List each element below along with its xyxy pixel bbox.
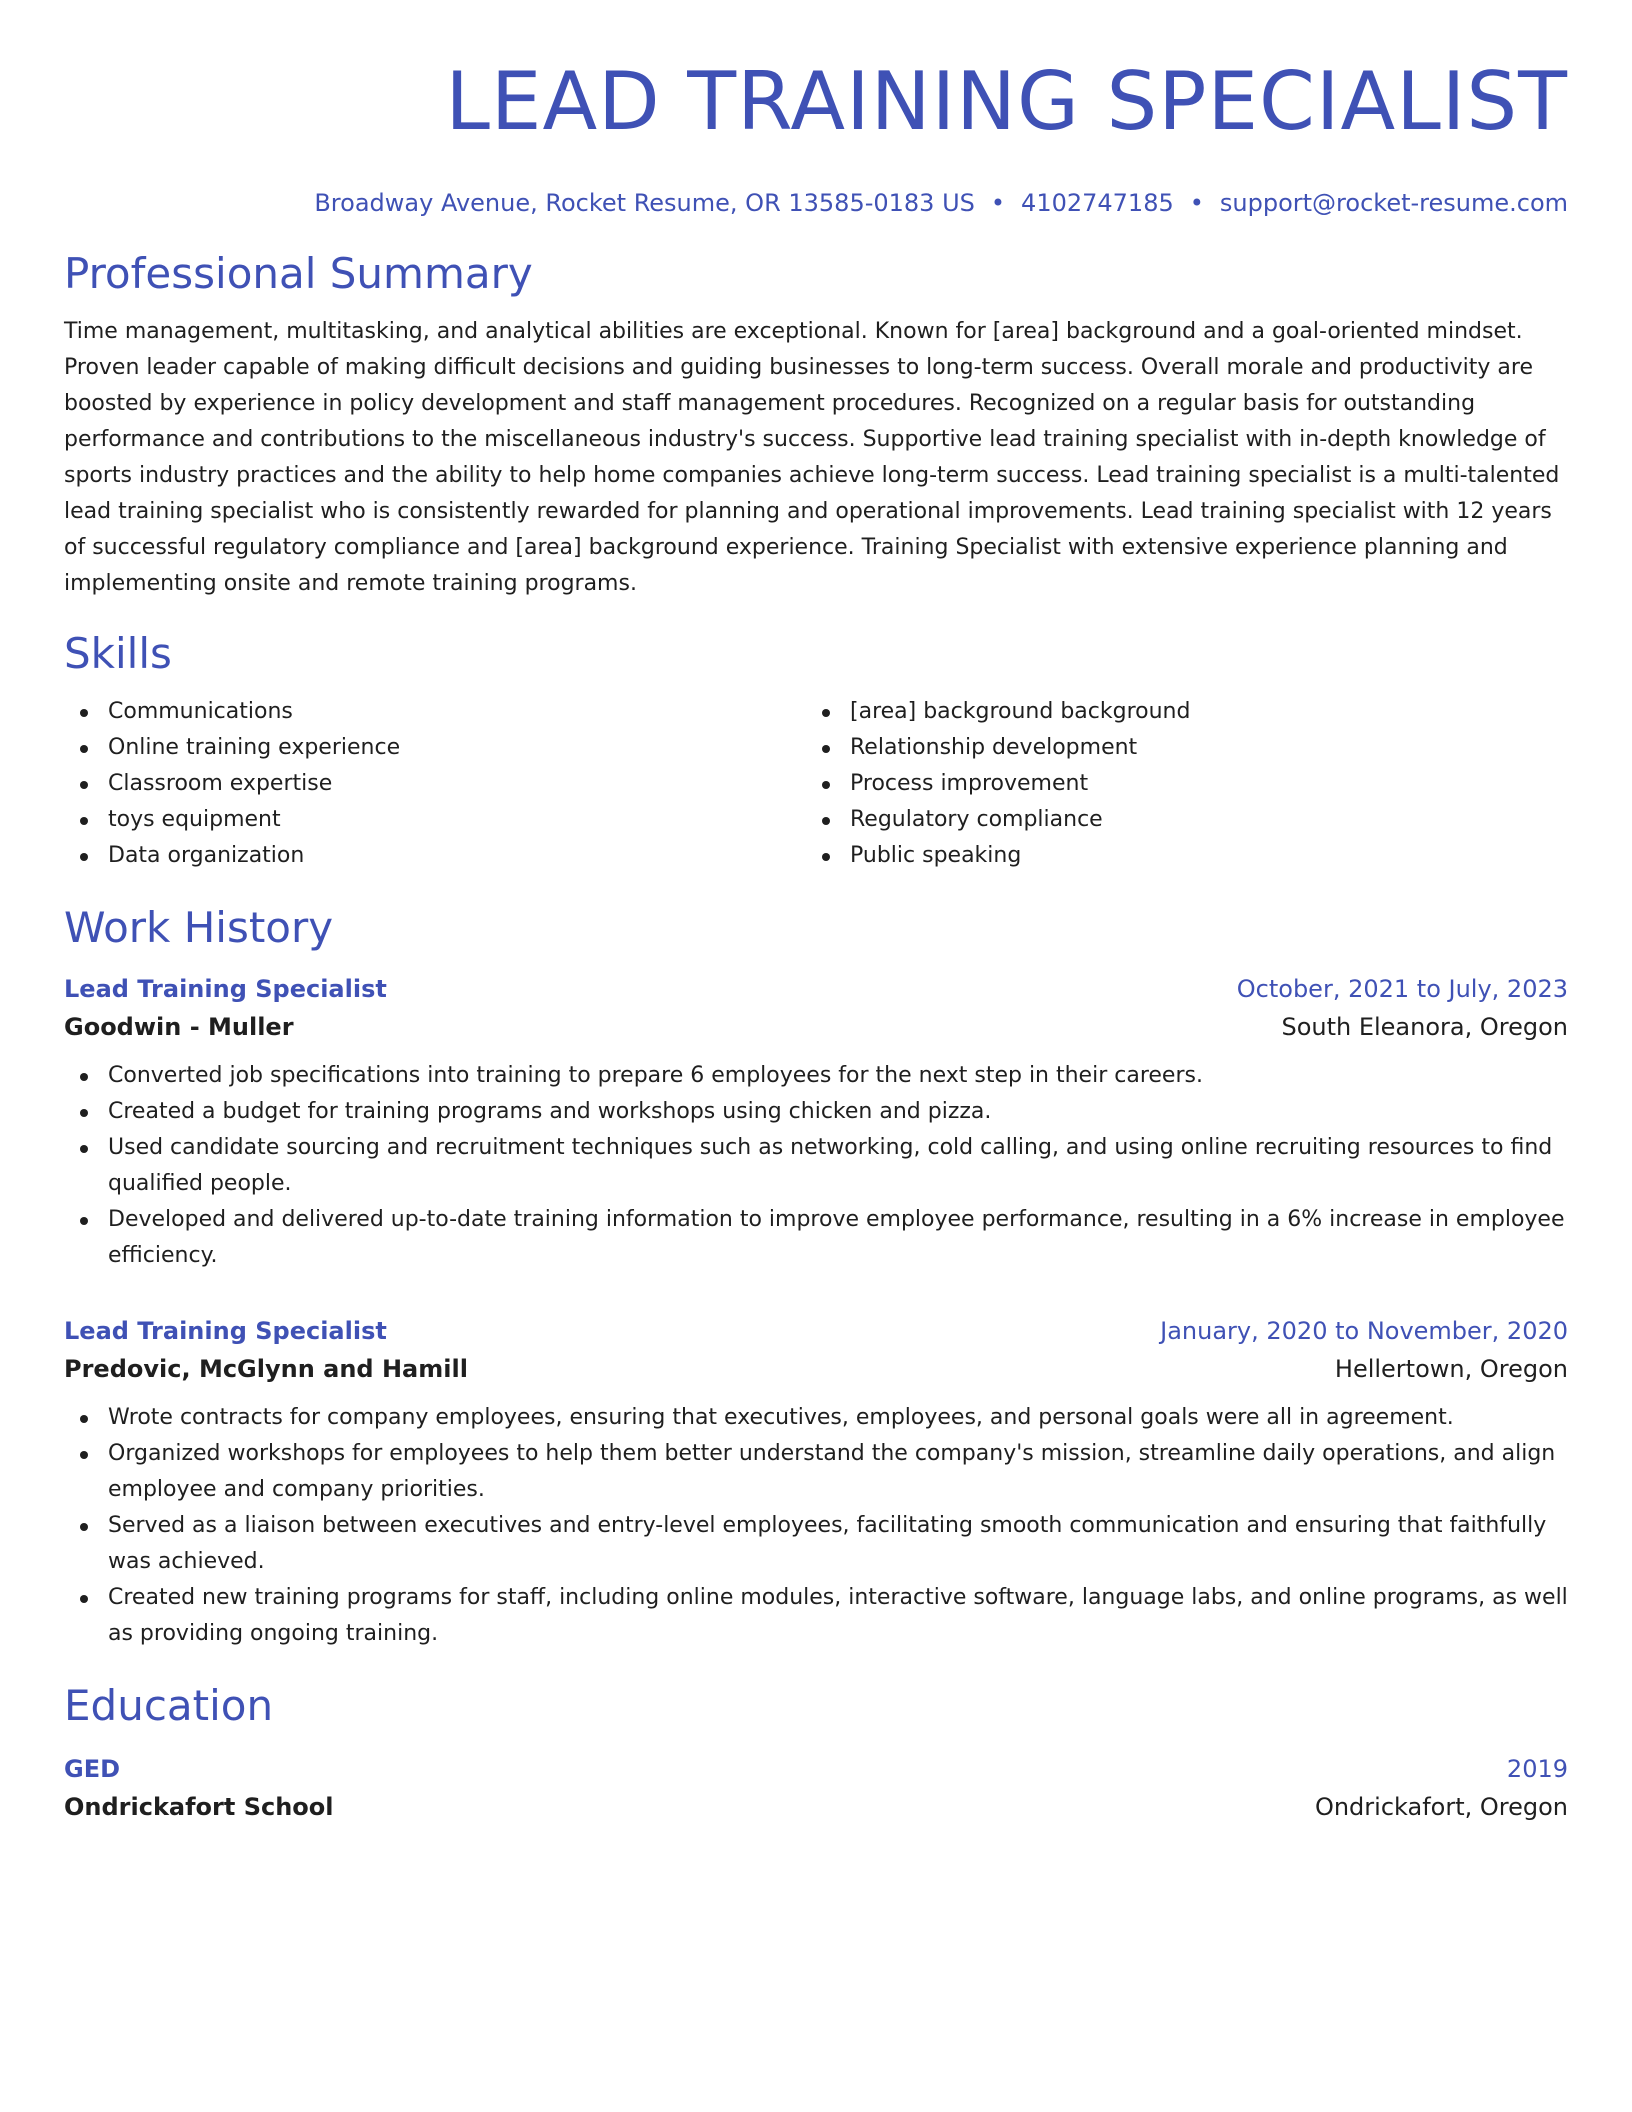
contact-separator: •: [990, 189, 1006, 217]
summary-section: [64, 248, 1568, 602]
education-school-row: [64, 1788, 1568, 1826]
job-bullet: [64, 1400, 1568, 1436]
skill-label: Classroom expertise: [108, 771, 333, 796]
job-bullet-text: Created a budget for training programs and workshops using chicken and pizza.: [108, 1099, 992, 1124]
job-location: South Eleanora, Oregon: [1281, 1013, 1568, 1041]
contact-separator: •: [1189, 189, 1204, 217]
skill-item: [806, 694, 1548, 730]
skills-grid: [64, 694, 1568, 874]
skills-section: [64, 628, 1568, 874]
skill-label: Data organization: [108, 843, 305, 868]
bullet-icon: [80, 1073, 88, 1081]
job-title: Lead Training Specialist: [64, 1317, 387, 1345]
contact-address: Broadway Avenue, Rocket Resume, OR 13585-0183 US: [314, 189, 975, 217]
job-bullet-text: Wrote contracts for company employees, ensuring that executives, employees, and personal goals were all in agreement.: [108, 1405, 1454, 1430]
job-title-row: [64, 1312, 1568, 1350]
skill-item: [64, 730, 806, 766]
resume-name: LEAD TRAINING SPECIALIST: [445, 55, 1568, 148]
skills-heading: Skills: [64, 629, 172, 678]
bullet-icon: [80, 1109, 88, 1117]
job-bullets: [64, 1058, 1568, 1274]
job-dates: October, 2021 to July, 2023: [1236, 975, 1568, 1003]
summary-heading: Professional Summary: [64, 249, 533, 298]
skill-item: [64, 802, 806, 838]
bullet-icon: [80, 1451, 88, 1459]
job-dates: January, 2020 to November, 2020: [1160, 1317, 1568, 1345]
job-bullet-text: Served as a liaison between executives and entry-level employees, facilitating smooth communication and ensuring that faithfully was achieved.: [108, 1513, 1547, 1574]
job-bullet: [64, 1058, 1568, 1094]
job-bullet: [64, 1436, 1568, 1508]
bullet-icon: [822, 853, 830, 861]
education-year: 2019: [1506, 1755, 1568, 1783]
skill-item: [806, 838, 1548, 874]
skill-label: Relationship development: [850, 735, 1138, 760]
job-bullet: [64, 1130, 1568, 1202]
bullet-icon: [80, 745, 88, 753]
bullet-icon: [80, 817, 88, 825]
job-company: Goodwin - Muller: [64, 1013, 294, 1041]
education-location: Ondrickafort, Oregon: [1314, 1793, 1568, 1821]
skill-label: Public speaking: [850, 843, 1022, 868]
bullet-icon: [80, 1145, 88, 1153]
skills-column-right: [806, 694, 1548, 874]
skills-column-left: [64, 694, 806, 874]
job-company-row: [64, 1008, 1568, 1046]
job-bullet-text: Organized workshops for employees to help them better understand the company's mission, streamline daily operations, and align employee and company priorities.: [108, 1441, 1556, 1502]
skill-item: [806, 730, 1548, 766]
bullet-icon: [822, 709, 830, 717]
job-bullet-text: Used candidate sourcing and recruitment techniques such as networking, cold calling, and using online recruiting resources to find qualified people.: [108, 1135, 1553, 1196]
job-entry: [64, 970, 1568, 1274]
education-section: [64, 1680, 1568, 1826]
education-heading: Education: [64, 1681, 274, 1730]
education-school: Ondrickafort School: [64, 1793, 334, 1821]
skill-label: Online training experience: [108, 735, 401, 760]
job-location: Hellertown, Oregon: [1334, 1355, 1568, 1383]
education-degree-row: [64, 1750, 1568, 1788]
skill-item: [806, 802, 1548, 838]
bullet-icon: [822, 745, 830, 753]
skill-label: Process improvement: [850, 771, 1089, 796]
bullet-icon: [822, 817, 830, 825]
job-company-row: [64, 1350, 1568, 1388]
bullet-icon: [80, 1217, 88, 1225]
job-bullet-text: Converted job specifications into training to prepare 6 employees for the next step in their careers.: [108, 1063, 1203, 1088]
skill-label: toys equipment: [108, 807, 281, 832]
skill-item: [64, 694, 806, 730]
contact-line: [64, 186, 1568, 220]
skill-item: [806, 766, 1548, 802]
bullet-icon: [80, 1415, 88, 1423]
bullet-icon: [80, 853, 88, 861]
job-bullet: [64, 1508, 1568, 1580]
resume-header: [64, 54, 1568, 220]
contact-phone: 4102747185: [1021, 189, 1174, 217]
contact-email: support@rocket-resume.com: [1219, 189, 1568, 217]
skill-label: Communications: [108, 699, 293, 724]
education-degree: GED: [64, 1755, 121, 1783]
job-bullets: [64, 1400, 1568, 1652]
skill-item: [64, 766, 806, 802]
skill-label: [area] background background: [850, 699, 1191, 724]
skill-item: [64, 838, 806, 874]
bullet-icon: [822, 781, 830, 789]
job-bullet: [64, 1580, 1568, 1652]
job-bullet: [64, 1094, 1568, 1130]
bullet-icon: [80, 781, 88, 789]
job-bullet-text: Created new training programs for staff, including online modules, interactive software, language labs, and online programs, as well as providing ongoing training.: [108, 1585, 1568, 1646]
job-bullet-text: Developed and delivered up-to-date training information to improve employee performance, resulting in a 6% increase in employee efficiency.: [108, 1207, 1565, 1268]
summary-text: Time management, multitasking, and analytical abilities are exceptional. Known for [area] background and a goal-oriented mindset. Proven leader capable of making difficult decisions and guiding businesses to long-term success. Overall morale and productivity are boosted by experience in policy development and staff management procedures. Recognized on a regular basis for outstanding performance and contributions to the miscellaneous industry's success. Supportive lead training specialist with in-depth knowledge of sports industry practices and the ability to help home companies achieve long-term success. Lead training specialist is a multi-talented lead training specialist who is consistently rewarded for planning and operational improvements. Lead training specialist with 12 years of successful regulatory compliance and [area] background experience. Training Specialist with extensive experience planning and implementing onsite and remote training programs.: [64, 319, 1560, 596]
job-title: Lead Training Specialist: [64, 975, 387, 1003]
skill-label: Regulatory compliance: [850, 807, 1103, 832]
job-title-row: [64, 970, 1568, 1008]
bullet-icon: [80, 1595, 88, 1603]
job-bullet: [64, 1202, 1568, 1274]
education-entry: [64, 1750, 1568, 1826]
bullet-icon: [80, 1523, 88, 1531]
work-history-section: [64, 902, 1568, 1652]
bullet-icon: [80, 709, 88, 717]
work-history-heading: Work History: [64, 903, 334, 952]
job-entry: [64, 1312, 1568, 1652]
job-company: Predovic, McGlynn and Hamill: [64, 1355, 468, 1383]
